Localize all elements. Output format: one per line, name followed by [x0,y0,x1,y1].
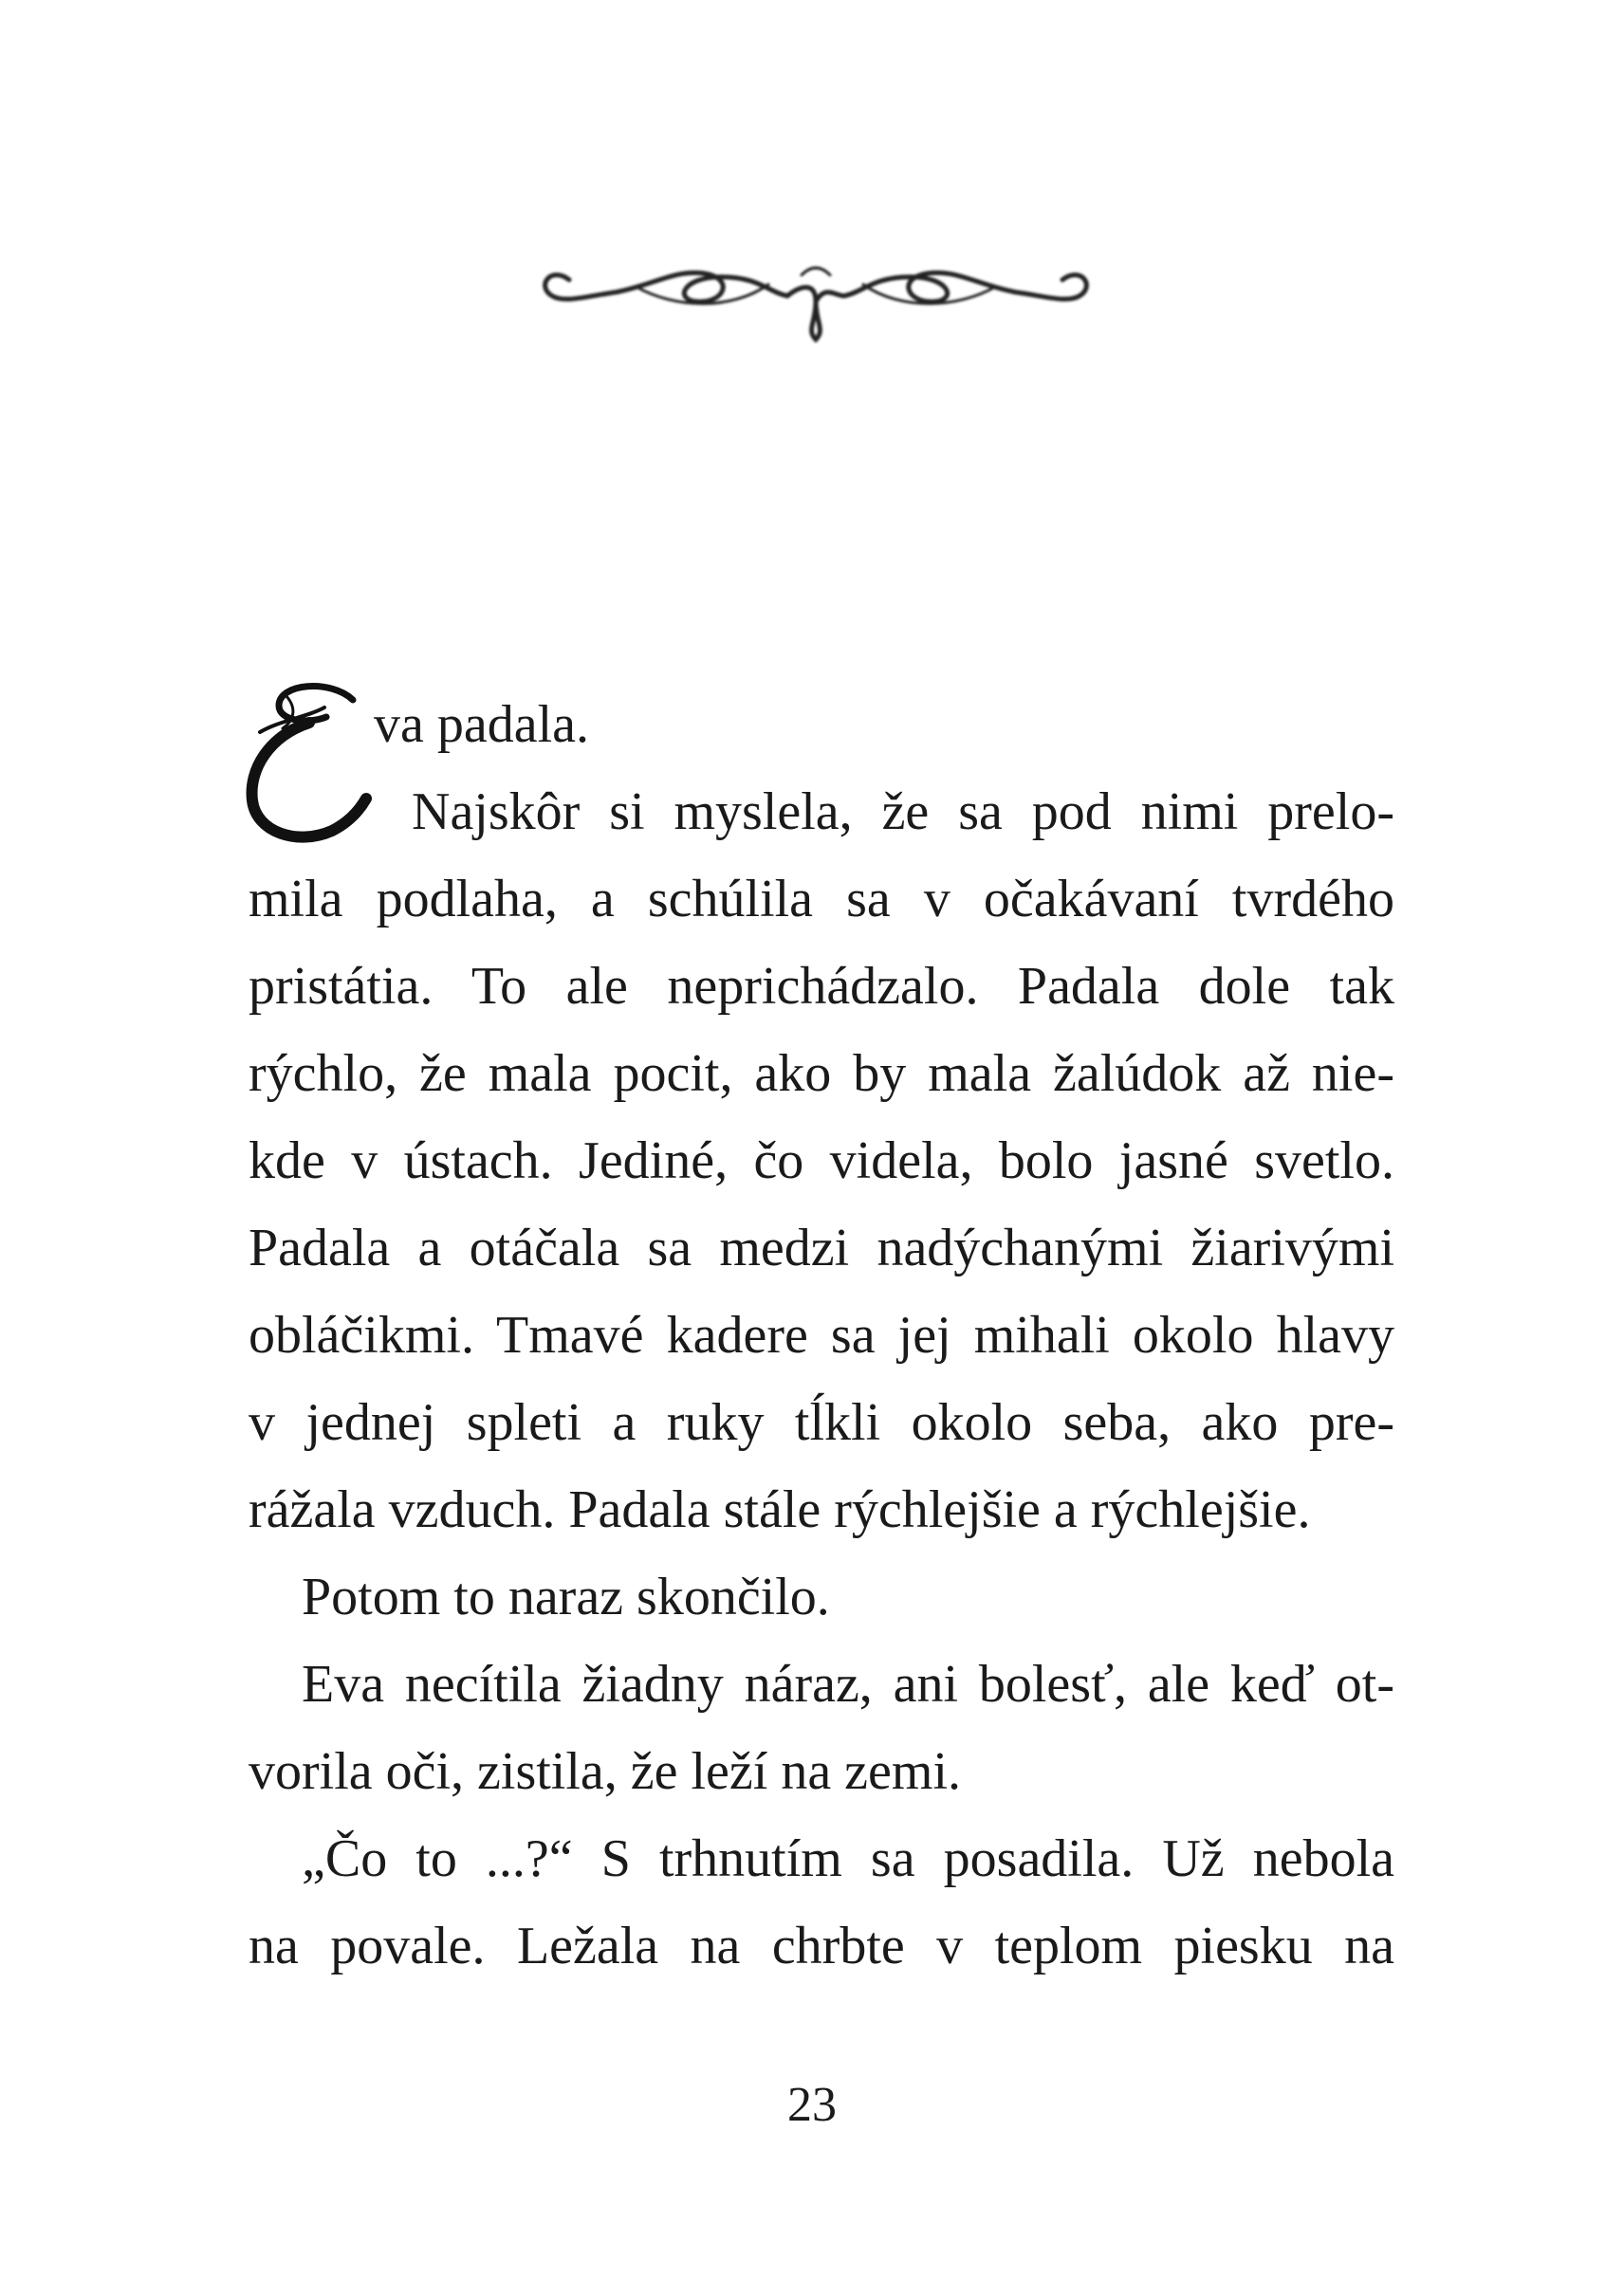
paragraph-line: Najskôr si myslela, že sa pod nimi prelo- [412,782,1394,841]
paragraph-line: Potom to naraz skončilo. [302,1568,830,1626]
decorative-initial-icon [241,679,374,850]
paragraph-line: kde v ústach. Jediné, čo videla, bolo jasné svetlo. [249,1131,1394,1190]
page-number: 23 [787,2078,837,2132]
paragraph-line: obláčikmi. Tmavé kadere sa jej mihali okolo hlavy [249,1306,1394,1365]
paragraph-line: Eva necítila žiadny náraz, ani bolesť, ale keď ot- [302,1655,1394,1714]
flourish-divider-icon [531,228,1100,360]
paragraph-line: rýchlo, že mala pocit, ako by mala žalúdok až nie- [249,1044,1394,1103]
paragraph-line: v jednej spleti a ruky tĺkli okolo seba, ako pre- [249,1393,1394,1452]
paragraph-line: Padala a otáčala sa medzi nadýchanými žiarivými [249,1219,1394,1277]
paragraph-line: vorila oči, zistila, že leží na zemi. [249,1742,961,1801]
body-text [249,681,1394,1990]
paragraph-line: na povale. Ležala na chrbte v teplom piesku na [249,1917,1394,1975]
paragraph-line: rážala vzduch. Padala stále rýchlejšie a rýchlejšie. [249,1480,1311,1539]
paragraph-line: mila podlaha, a schúlila sa v očakávaní tvrdého [249,870,1394,928]
paragraph-line: pristátia. To ale neprichádzalo. Padala dole tak [249,957,1394,1016]
paragraph-line: va padala. [374,695,589,754]
paragraph-line: „Čo to ...?“ S trhnutím sa posadila. Už nebola [302,1829,1394,1888]
